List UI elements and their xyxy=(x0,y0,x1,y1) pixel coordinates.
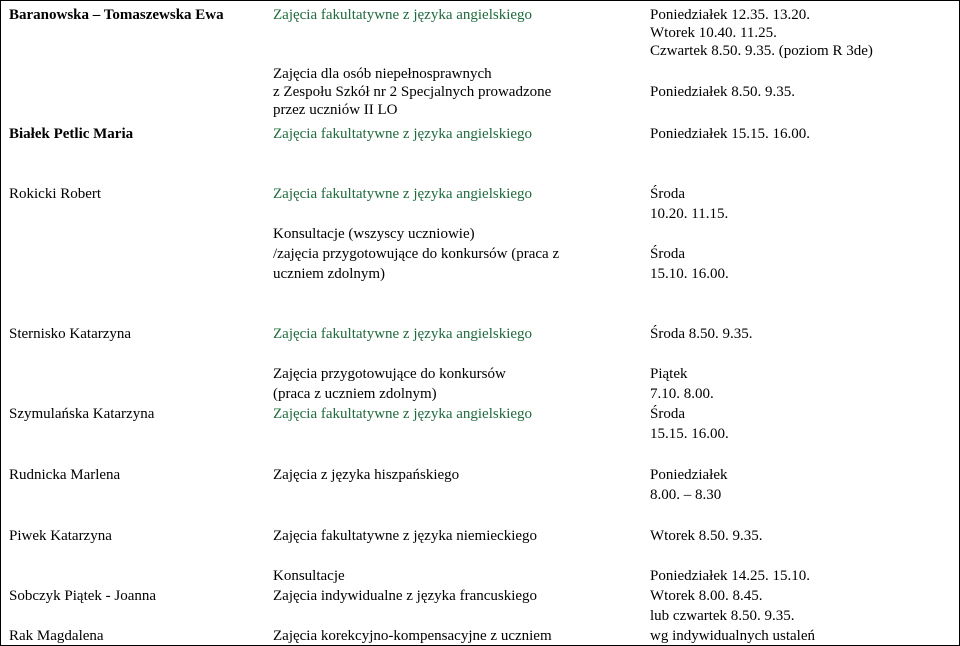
time-line: Wtorek 10.40. 11.25. xyxy=(650,25,777,41)
time-line: Poniedziałek 15.15. 16.00. xyxy=(650,126,810,142)
time-line: Wtorek 8.00. 8.45. xyxy=(650,588,763,604)
activity-line: Zajęcia korekcyjno-kompensacyjne z uczniem xyxy=(273,628,552,644)
time-line: Poniedziałek 8.50. 9.35. xyxy=(650,84,795,100)
time-line: 7.10. 8.00. xyxy=(650,386,714,402)
time-line: Poniedziałek xyxy=(650,467,728,483)
activity-line: Zajęcia przygotowujące do konkursów xyxy=(273,366,506,382)
time-line: 10.20. 11.15. xyxy=(650,206,729,222)
activity-line: Zajęcia fakultatywne z języka angielskiego xyxy=(273,126,533,142)
activity-line: z Zespołu Szkół nr 2 Specjalnych prowadzone xyxy=(273,84,552,100)
time-line: Poniedziałek 12.35. 13.20. xyxy=(650,7,810,23)
activity-line: /zajęcia przygotowujące do konkursów (praca z xyxy=(273,246,560,262)
teacher-name: Rudnicka Marlena xyxy=(9,467,121,483)
teacher-name: Rokicki Robert xyxy=(9,186,102,202)
time-line: Piątek xyxy=(650,366,688,382)
time-line: Środa xyxy=(650,246,685,262)
time-line: 15.15. 16.00. xyxy=(650,426,729,442)
time-line: Poniedziałek 14.25. 15.10. xyxy=(650,568,810,584)
teacher-name: Baranowska – Tomaszewska Ewa xyxy=(9,7,224,23)
activity-line: Zajęcia dla osób niepełnosprawnych xyxy=(273,66,492,82)
time-line: Wtorek 8.50. 9.35. xyxy=(650,528,763,544)
table-border-left xyxy=(0,0,1,646)
activity-line: przez uczniów II LO xyxy=(273,102,398,118)
activity-line: Zajęcia z języka hiszpańskiego xyxy=(273,467,460,483)
teacher-name: Piwek Katarzyna xyxy=(9,528,112,544)
activity-line: Zajęcia indywidualne z języka francuskiego xyxy=(273,588,538,604)
activity-line: Zajęcia fakultatywne z języka angielskiego xyxy=(273,406,533,422)
activity-line: uczniem zdolnym) xyxy=(273,266,386,282)
activity-line: Zajęcia fakultatywne z języka niemieckiego xyxy=(273,528,538,544)
teacher-name: Szymulańska Katarzyna xyxy=(9,406,155,422)
activity-line: (praca z uczniem zdolnym) xyxy=(273,386,437,402)
teacher-name: Białek Petlic Maria xyxy=(9,126,134,142)
activity-line: Konsultacje (wszyscy uczniowie) xyxy=(273,226,475,242)
table-border-top xyxy=(0,0,960,1)
time-line: 15.10. 16.00. xyxy=(650,266,729,282)
activity-line: Konsultacje xyxy=(273,568,345,584)
time-line: wg indywidualnych ustaleń xyxy=(650,628,815,644)
time-line: Środa 8.50. 9.35. xyxy=(650,326,753,342)
activity-line: Zajęcia fakultatywne z języka angielskiego xyxy=(273,186,533,202)
teacher-name: Sternisko Katarzyna xyxy=(9,326,132,342)
time-line: Środa xyxy=(650,186,685,202)
teacher-name: Rak Magdalena xyxy=(9,628,104,644)
time-line: Czwartek 8.50. 9.35. (poziom R 3de) xyxy=(650,43,873,59)
time-line: lub czwartek 8.50. 9.35. xyxy=(650,608,795,624)
activity-line: Zajęcia fakultatywne z języka angielskiego xyxy=(273,7,533,23)
time-line: 8.00. – 8.30 xyxy=(650,487,722,503)
teacher-name: Sobczyk Piątek - Joanna xyxy=(9,588,157,604)
activity-line: Zajęcia fakultatywne z języka angielskiego xyxy=(273,326,533,342)
time-line: Środa xyxy=(650,406,685,422)
